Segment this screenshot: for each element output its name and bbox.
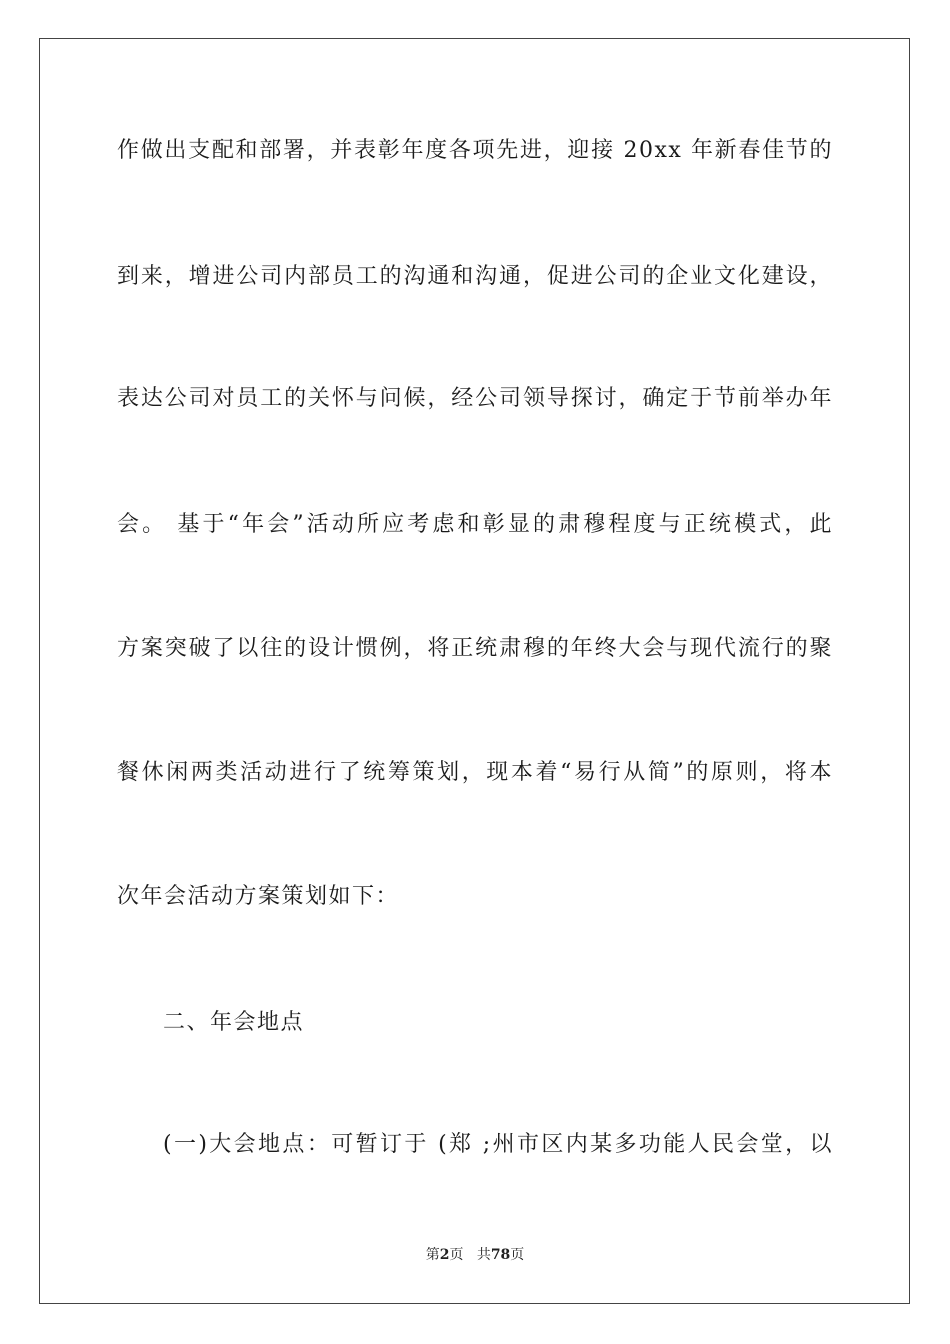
total-label-prefix: 共: [476, 1247, 491, 1263]
body-text-line-1: 作做出支配和部署，并表彰年度各项先进，迎接 20xx 年新春佳节的: [117, 138, 833, 163]
page-border: [39, 38, 910, 1304]
page-label-prefix: 第: [425, 1247, 440, 1263]
total-label-suffix: 页: [510, 1247, 525, 1263]
body-text-line-9: (一)大会地点：可暂订于 (郑 ;州市区内某多功能人民会堂，以: [163, 1132, 833, 1157]
body-text-line-4: 会。 基于“年会”活动所应考虑和彰显的肃穆程度与正统模式，此: [117, 512, 833, 537]
page-footer: [0, 1245, 950, 1265]
body-text-line-2: 到来，增进公司内部员工的沟通和沟通，促进公司的企业文化建设，: [117, 264, 833, 289]
page-number: 2: [439, 1247, 450, 1263]
body-text-line-6: 餐休闲两类活动进行了统筹策划，现本着“易行从简”的原则，将本: [117, 760, 833, 785]
body-text-line-5: 方案突破了以往的设计惯例，将正统肃穆的年终大会与现代流行的聚: [117, 636, 833, 661]
section-heading: 二、年会地点: [163, 1010, 305, 1035]
body-text-line-3: 表达公司对员工的关怀与问候，经公司领导探讨，确定于节前举办年: [117, 386, 833, 411]
total-pages: 78: [490, 1247, 511, 1263]
page-label-suffix: 页: [449, 1247, 464, 1263]
body-text-line-7: 次年会活动方案策划如下：: [117, 884, 400, 909]
